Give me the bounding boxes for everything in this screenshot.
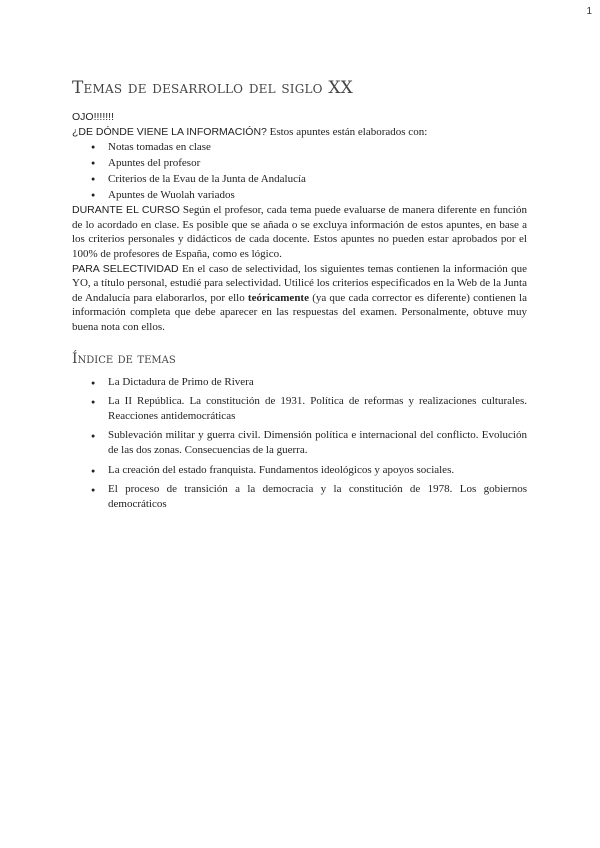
list-item: ● La Dictadura de Primo de Rivera bbox=[108, 375, 527, 390]
course-heading: DURANTE EL CURSO bbox=[72, 204, 180, 217]
list-item: ● Apuntes de Wuolah variados bbox=[108, 187, 527, 203]
page-number: 1 bbox=[586, 6, 592, 17]
source-intro: Estos apuntes están elaborados con: bbox=[266, 125, 428, 138]
course-text: Según el profesor, cada tema puede evaluarse de manera diferente en función de lo acordado en clase. Es posible que se añada o se excluya información de estos apuntes, en base a los criterios personales y didácticos de cada docente. Estos apuntes no pueden estar aprobados por el 100% de profesores de España, como es lógico. bbox=[72, 204, 527, 260]
selectividad-bold: teóricamente bbox=[247, 291, 309, 304]
selectividad-heading: PARA SELECTIVIDAD bbox=[72, 262, 179, 275]
selectividad-text-1: En el caso de selectividad, los siguientes temas contienen la información que YO, a título personal, estudié para selectividad. Utilicé los criterios especificados en la Web de la Junta de Andalucía para elaborarlos, por ello bbox=[72, 262, 527, 304]
source-question: ¿DE DÓNDE VIENE LA INFORMACIÓN? bbox=[72, 125, 267, 138]
selectividad-text-2: (ya que cada corrector es diferente) contienen la información completa que debe aparecer en las respuestas del examen. Personalmente, obtuve muy buena nota con ellos. bbox=[72, 291, 527, 333]
document-body bbox=[72, 72, 527, 516]
source-paragraph bbox=[72, 125, 527, 140]
warning-text: OJO!!!!!!! bbox=[72, 111, 115, 123]
topics-list bbox=[72, 375, 527, 512]
list-item: ● Sublevación militar y guerra civil. Dimensión política e internacional del conflicto. Evolución de las dos zonas. Consecuencias de la guerra. bbox=[108, 428, 527, 457]
selectividad-paragraph bbox=[72, 262, 527, 335]
list-item: ● Notas tomadas en clase bbox=[108, 139, 527, 155]
document-title: Temas de desarrollo del siglo XX bbox=[72, 78, 353, 98]
list-item: ● Apuntes del profesor bbox=[108, 155, 527, 171]
course-paragraph bbox=[72, 203, 527, 261]
list-item: ● La II República. La constitución de 1931. Política de reformas y realizaciones culturales. Reacciones antidemocráticas bbox=[108, 394, 527, 423]
sources-list bbox=[72, 139, 527, 203]
list-item: ● La creación del estado franquista. Fundamentos ideológicos y apoyos sociales. bbox=[108, 463, 527, 478]
list-item: ● El proceso de transición a la democracia y la constitución de 1978. Los gobiernos democráticos bbox=[108, 482, 527, 511]
list-item: ● Criterios de la Evau de la Junta de Andalucía bbox=[108, 171, 527, 187]
index-heading: Índice de temas bbox=[72, 350, 176, 367]
